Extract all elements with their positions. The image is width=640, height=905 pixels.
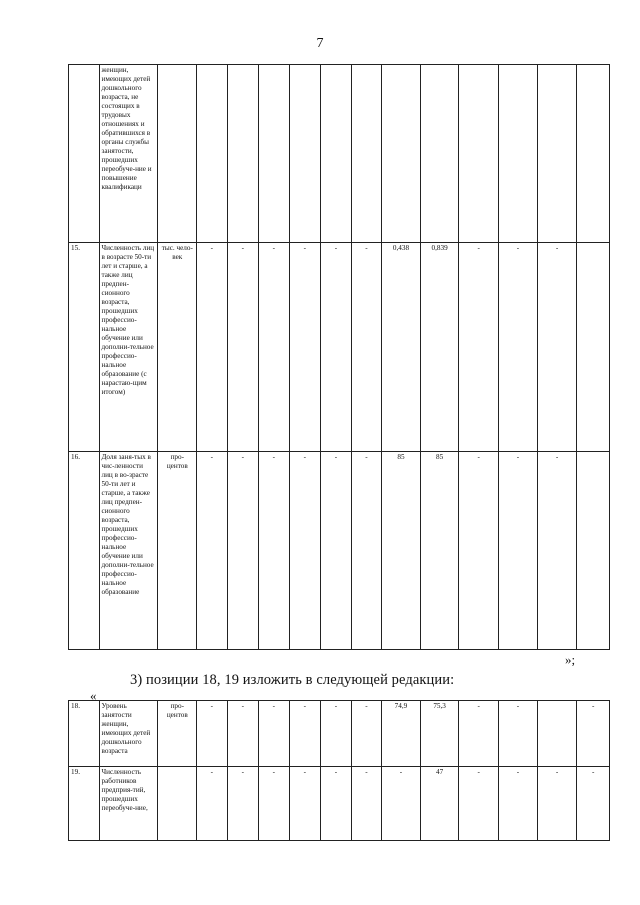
row-number: 16. — [69, 452, 100, 650]
value-cell: - — [227, 701, 259, 767]
value-cell: - — [197, 452, 228, 650]
value-cell — [351, 65, 382, 243]
value-cell: - — [459, 701, 499, 767]
value-cell: - — [227, 767, 259, 841]
page-number: 7 — [316, 36, 324, 51]
value-cell: - — [537, 243, 577, 452]
value-cell: - — [259, 243, 290, 452]
table-row — [69, 452, 610, 650]
value-cell: - — [499, 767, 538, 841]
value-cell: - — [351, 452, 382, 650]
opening-quote: « — [90, 688, 97, 703]
row-number: 18. — [69, 701, 100, 767]
indicators-table-new — [68, 700, 610, 841]
row-unit: про-центов — [158, 452, 197, 650]
row-unit — [158, 767, 197, 841]
value-cell: - — [321, 767, 352, 841]
value-cell: - — [499, 452, 538, 650]
value-cell: 85 — [420, 452, 459, 650]
indicators-table-continued — [68, 64, 610, 650]
value-cell: - — [351, 767, 382, 841]
value-cell — [321, 65, 352, 243]
value-cell — [459, 65, 499, 243]
row-description: женщин, имеющих детей дошкольного возраста, не состоящих в трудовых отношениях и обратившихся в органы службы занятости, прошедших переобуче-ние и повышение квалификаци — [99, 65, 158, 243]
value-cell: 0,438 — [382, 243, 421, 452]
value-cell — [577, 452, 610, 650]
row-description: Численность лиц в возрасте 50-ти лет и старше, а также лиц предпен-сионного возраста, прошедших профессио-нальное обучение или дополни-тельное профессио-нальное образование (с нарастаю-щим итогом) — [99, 243, 158, 452]
value-cell: - — [577, 701, 610, 767]
value-cell: - — [499, 243, 538, 452]
value-cell: - — [289, 701, 321, 767]
value-cell: 85 — [382, 452, 421, 650]
row-number: 15. — [69, 243, 100, 452]
row-unit: тыс. чело-век — [158, 243, 197, 452]
table-row — [69, 65, 610, 243]
value-cell: - — [351, 701, 382, 767]
value-cell: - — [537, 452, 577, 650]
value-cell — [537, 65, 577, 243]
value-cell: 74,9 — [382, 701, 421, 767]
value-cell: - — [289, 243, 321, 452]
value-cell: - — [259, 701, 290, 767]
row-description: Уровень занятости женщин, имеющих детей дошкольного возраста — [99, 701, 158, 767]
value-cell: - — [259, 452, 290, 650]
value-cell — [227, 65, 259, 243]
value-cell: - — [227, 452, 259, 650]
row-number: 19. — [69, 767, 100, 841]
value-cell — [537, 701, 577, 767]
value-cell: - — [259, 767, 290, 841]
value-cell: - — [459, 452, 499, 650]
value-cell: - — [459, 243, 499, 452]
table-row — [69, 767, 610, 841]
amendment-instruction: 3) позиции 18, 19 изложить в следующей редакции: — [130, 672, 455, 688]
value-cell — [197, 65, 228, 243]
value-cell — [577, 243, 610, 452]
value-cell: - — [289, 767, 321, 841]
value-cell: - — [321, 243, 352, 452]
value-cell: - — [382, 767, 421, 841]
value-cell — [499, 65, 538, 243]
value-cell: - — [351, 243, 382, 452]
value-cell: - — [459, 767, 499, 841]
row-description: Доля заня-тых в чис-ленности лиц в во-зрасте 50-ти лет и старше, а также лиц предпен-сионного возраста, прошедших профессио-нальное обучение или дополни-тельное профессио-нальное образование — [99, 452, 158, 650]
value-cell: - — [499, 701, 538, 767]
row-unit: про-центов — [158, 701, 197, 767]
value-cell: 47 — [420, 767, 459, 841]
row-description: Численность работников предприя-тий, прошедших переобуче-ние, — [99, 767, 158, 841]
row-unit — [158, 65, 197, 243]
value-cell — [382, 65, 421, 243]
value-cell: - — [197, 701, 228, 767]
value-cell — [420, 65, 459, 243]
value-cell — [259, 65, 290, 243]
value-cell: - — [577, 767, 610, 841]
value-cell: - — [537, 767, 577, 841]
table-row — [69, 701, 610, 767]
value-cell — [577, 65, 610, 243]
value-cell: 0,839 — [420, 243, 459, 452]
value-cell — [289, 65, 321, 243]
value-cell: - — [289, 452, 321, 650]
row-number — [69, 65, 100, 243]
value-cell: - — [197, 767, 228, 841]
value-cell: - — [227, 243, 259, 452]
closing-quote: »; — [565, 652, 576, 667]
value-cell: - — [197, 243, 228, 452]
value-cell: 75,3 — [420, 701, 459, 767]
value-cell: - — [321, 701, 352, 767]
table-row — [69, 243, 610, 452]
value-cell: - — [321, 452, 352, 650]
